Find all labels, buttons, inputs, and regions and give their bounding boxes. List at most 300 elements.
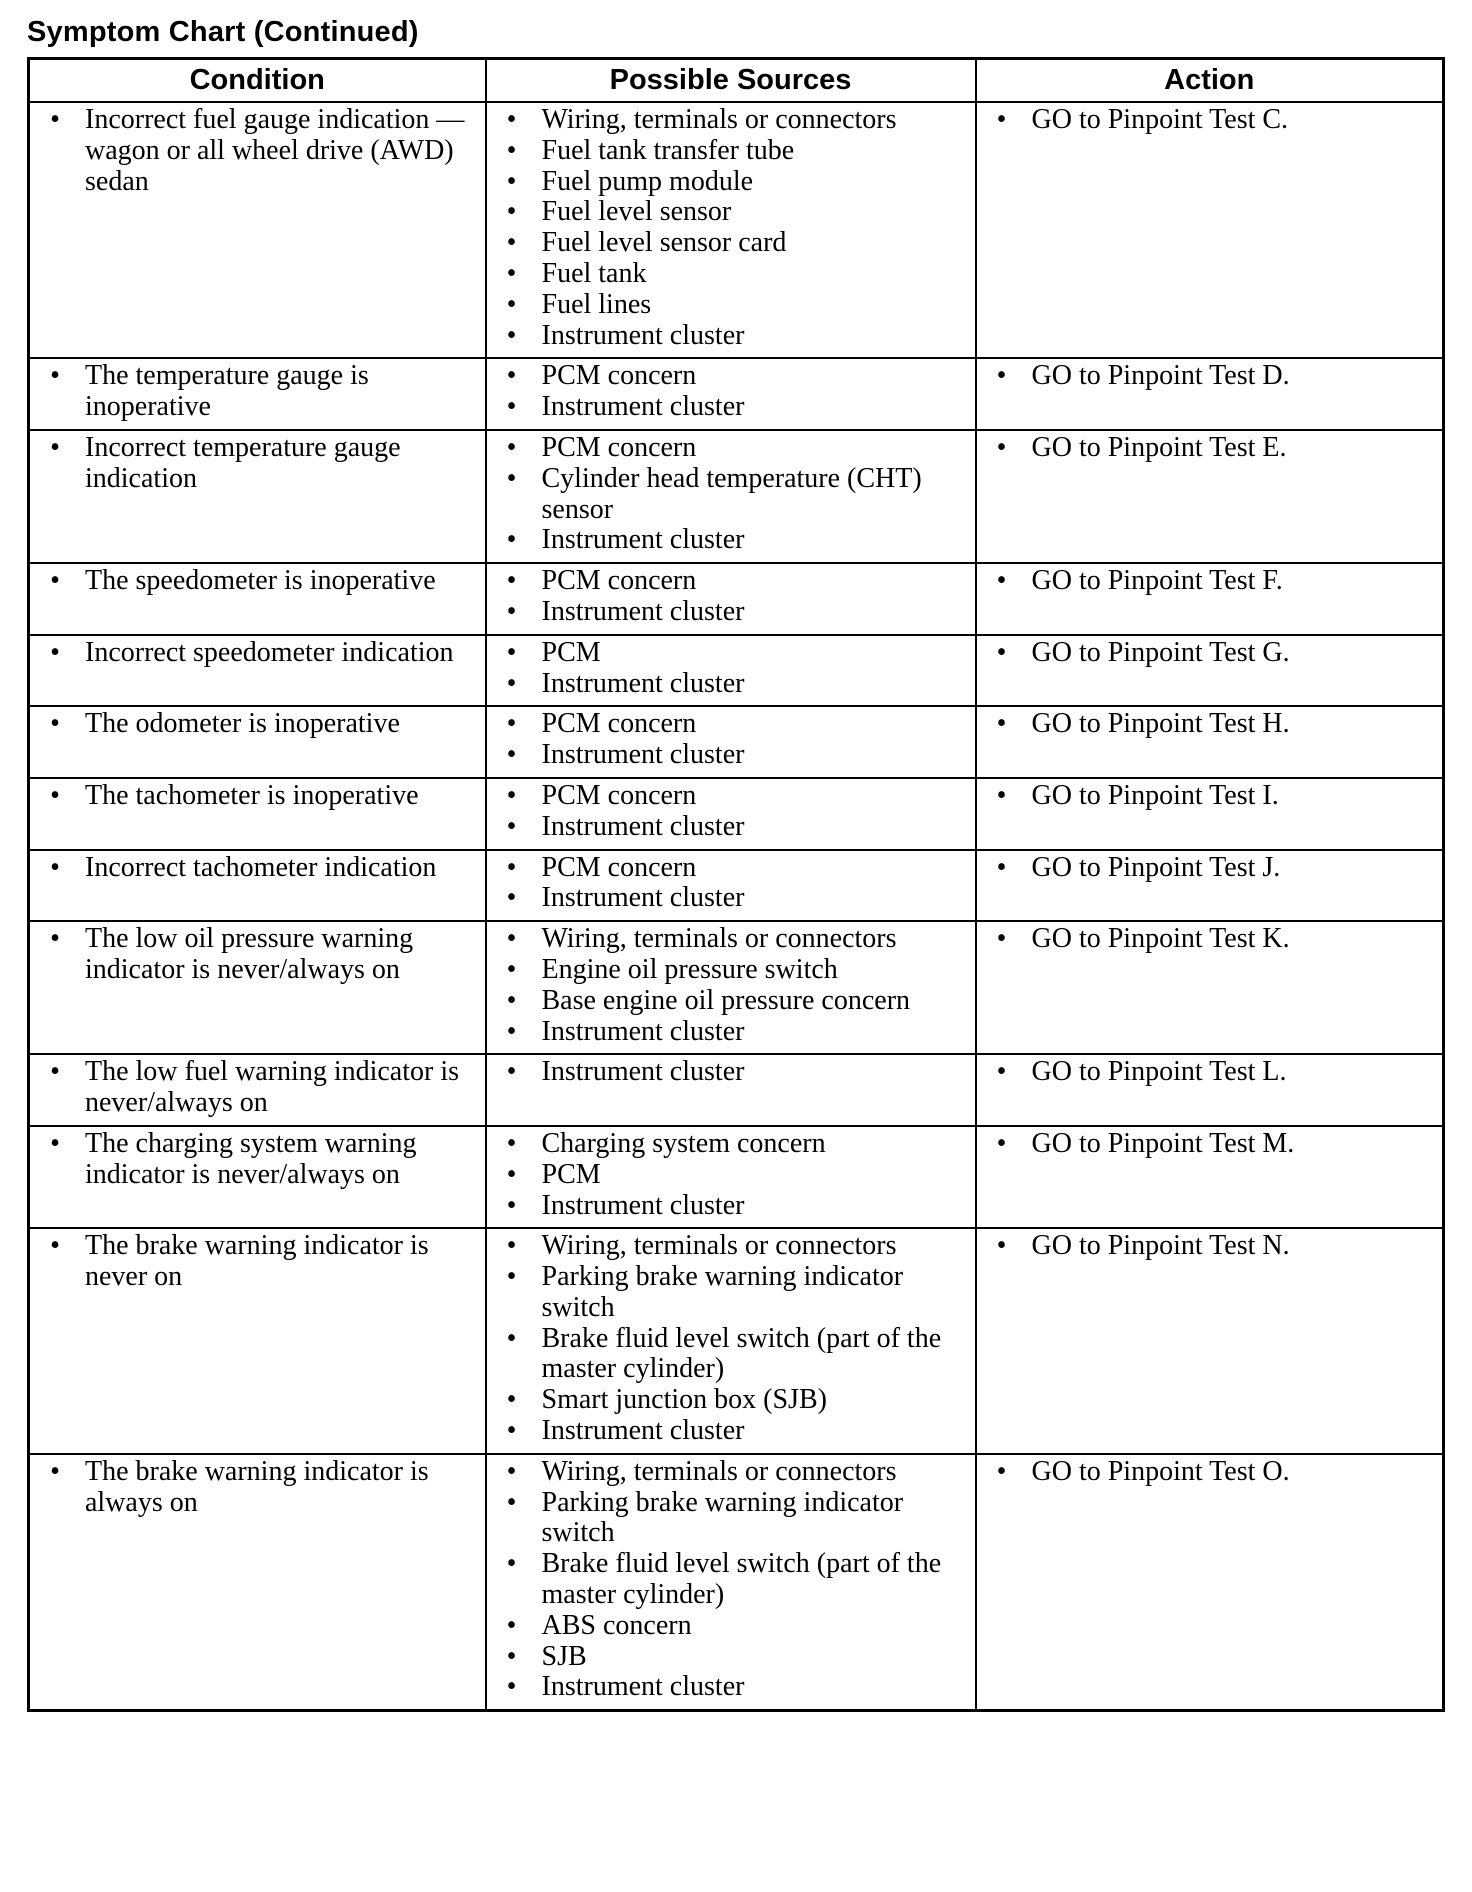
bullet-icon: • <box>996 431 1007 463</box>
source-item <box>487 597 969 628</box>
possible-sources-cell <box>486 1126 976 1228</box>
condition-item <box>30 853 479 884</box>
source-item <box>487 392 969 423</box>
bullet-icon: • <box>506 1455 517 1487</box>
source-item <box>487 883 969 914</box>
source-item <box>487 433 969 464</box>
condition-cell <box>29 1054 486 1126</box>
possible-sources-cell <box>486 1454 976 1711</box>
bullet-list <box>487 1057 969 1088</box>
item-text: Wiring, terminals or connectors <box>541 1455 897 1487</box>
table-row <box>29 430 1444 563</box>
item-text: SJB <box>541 1640 587 1672</box>
condition-cell <box>29 358 486 430</box>
condition-item <box>30 924 479 986</box>
bullet-list <box>977 1457 1437 1488</box>
bullet-icon: • <box>506 636 517 668</box>
bullet-icon: • <box>506 288 517 320</box>
source-item <box>487 1057 969 1088</box>
source-item <box>487 167 969 198</box>
bullet-list <box>30 709 479 740</box>
bullet-icon: • <box>506 1158 517 1190</box>
item-text: Instrument cluster <box>541 595 745 627</box>
bullet-icon: • <box>506 708 517 740</box>
bullet-list <box>487 1231 969 1447</box>
item-text: GO to Pinpoint Test O. <box>1031 1455 1290 1487</box>
item-text: Incorrect speedometer indication <box>85 636 454 668</box>
condition-cell <box>29 778 486 850</box>
item-text: The charging system warning indicator is never/always on <box>85 1127 417 1190</box>
source-item <box>487 669 969 700</box>
item-text: PCM concern <box>541 779 697 811</box>
bullet-icon: • <box>506 1640 517 1672</box>
item-text: GO to Pinpoint Test C. <box>1031 104 1289 135</box>
source-item <box>487 1642 969 1673</box>
item-text: GO to Pinpoint Test N. <box>1031 1230 1290 1262</box>
item-text: The tachometer is inoperative <box>85 779 419 811</box>
bullet-icon: • <box>506 1384 517 1416</box>
bullet-icon: • <box>50 1230 60 1262</box>
source-item <box>487 955 969 986</box>
action-cell <box>976 563 1444 635</box>
bullet-icon: • <box>506 462 517 494</box>
condition-item <box>30 781 479 812</box>
action-cell <box>976 102 1444 358</box>
bullet-list <box>30 1457 479 1519</box>
bullet-list <box>977 1129 1437 1160</box>
source-item <box>487 105 969 136</box>
table-row <box>29 1054 1444 1126</box>
bullet-icon: • <box>506 227 517 259</box>
possible-sources-cell <box>486 921 976 1054</box>
bullet-list <box>487 1457 969 1703</box>
bullet-list <box>30 1129 479 1191</box>
table-body <box>29 102 1444 1711</box>
item-text: ABS concern <box>541 1609 692 1641</box>
bullet-list <box>977 1231 1437 1262</box>
bullet-icon: • <box>506 923 517 955</box>
item-text: Instrument cluster <box>541 1671 745 1703</box>
bullet-icon: • <box>996 636 1007 668</box>
source-item <box>487 566 969 597</box>
bullet-icon: • <box>506 431 517 463</box>
source-item <box>487 812 969 843</box>
bullet-icon: • <box>506 196 517 228</box>
item-text: Smart junction box (SJB) <box>541 1384 827 1416</box>
source-item <box>487 259 969 290</box>
bullet-list <box>30 853 479 884</box>
possible-sources-cell <box>486 635 976 707</box>
source-item <box>487 638 969 669</box>
condition-cell <box>29 706 486 778</box>
bullet-icon: • <box>506 319 517 351</box>
source-item <box>487 1017 969 1048</box>
condition-item <box>30 105 479 197</box>
item-text: PCM <box>541 636 601 668</box>
action-item <box>977 361 1437 392</box>
table-row <box>29 563 1444 635</box>
item-text: Brake fluid level switch (part of the master cylinder) <box>541 1322 942 1385</box>
bullet-icon: • <box>506 1230 517 1262</box>
table-row <box>29 1228 1444 1454</box>
bullet-icon: • <box>50 1127 60 1159</box>
bullet-icon: • <box>506 165 517 197</box>
item-text: Wiring, terminals or connectors <box>541 1230 897 1262</box>
item-text: Instrument cluster <box>541 391 745 423</box>
condition-cell <box>29 102 486 358</box>
item-text: The brake warning indicator is always on <box>85 1455 429 1518</box>
condition-cell <box>29 1454 486 1711</box>
bullet-icon: • <box>506 1189 517 1221</box>
item-text: Incorrect temperature gauge indication <box>85 431 401 494</box>
possible-sources-cell <box>486 563 976 635</box>
page-title: Symptom Chart (Continued) <box>27 16 419 48</box>
condition-item <box>30 709 479 740</box>
bullet-icon: • <box>50 1455 60 1487</box>
bullet-icon: • <box>506 257 517 289</box>
bullet-icon: • <box>506 360 517 392</box>
item-text: The temperature gauge is inoperative <box>85 360 369 423</box>
bullet-icon: • <box>996 1127 1007 1159</box>
condition-item <box>30 361 479 423</box>
bullet-list <box>487 1129 969 1221</box>
bullet-icon: • <box>506 1261 517 1293</box>
item-text: Instrument cluster <box>541 319 745 351</box>
table-row <box>29 778 1444 850</box>
bullet-icon: • <box>996 104 1007 135</box>
bullet-icon: • <box>996 923 1007 955</box>
item-text: Instrument cluster <box>541 1415 745 1447</box>
action-item <box>977 709 1437 740</box>
condition-cell <box>29 1228 486 1454</box>
source-item <box>487 1549 969 1611</box>
item-text: GO to Pinpoint Test J. <box>1031 851 1281 883</box>
item-text: PCM concern <box>541 851 697 883</box>
action-item <box>977 105 1437 136</box>
source-item <box>487 1611 969 1642</box>
bullet-icon: • <box>506 779 517 811</box>
condition-cell <box>29 921 486 1054</box>
bullet-list <box>977 853 1437 884</box>
action-item <box>977 433 1437 464</box>
condition-cell <box>29 1126 486 1228</box>
action-cell <box>976 850 1444 922</box>
item-text: Parking brake warning indicator switch <box>541 1486 904 1549</box>
item-text: Instrument cluster <box>541 882 745 914</box>
source-item <box>487 1457 969 1488</box>
item-text: Fuel level sensor card <box>541 227 787 259</box>
bullet-icon: • <box>506 595 517 627</box>
bullet-list <box>487 924 969 1047</box>
action-item <box>977 781 1437 812</box>
bullet-icon: • <box>996 360 1007 392</box>
bullet-icon: • <box>996 1455 1007 1487</box>
bullet-icon: • <box>506 524 517 556</box>
table-row <box>29 358 1444 430</box>
action-cell <box>976 1228 1444 1454</box>
bullet-list <box>487 709 969 771</box>
source-item <box>487 740 969 771</box>
item-text: Cylinder head temperature (CHT) sensor <box>541 462 922 525</box>
bullet-list <box>487 853 969 915</box>
bullet-list <box>30 105 479 197</box>
bullet-list <box>487 433 969 556</box>
bullet-icon: • <box>996 851 1007 883</box>
source-item <box>487 136 969 167</box>
possible-sources-cell <box>486 850 976 922</box>
source-item <box>487 1231 969 1262</box>
item-text: GO to Pinpoint Test D. <box>1031 360 1290 392</box>
bullet-icon: • <box>506 739 517 771</box>
bullet-icon: • <box>506 1548 517 1580</box>
bullet-icon: • <box>50 565 60 597</box>
source-item <box>487 228 969 259</box>
condition-item <box>30 1457 479 1519</box>
item-text: The low oil pressure warning indicator is never/always on <box>85 923 414 985</box>
possible-sources-cell <box>486 706 976 778</box>
table-row <box>29 850 1444 922</box>
condition-item <box>30 1231 479 1293</box>
item-text: Base engine oil pressure concern <box>541 984 911 1016</box>
bullet-icon: • <box>506 134 517 166</box>
column-header-action: Action <box>976 59 1444 103</box>
action-cell <box>976 430 1444 563</box>
item-text: PCM concern <box>541 360 697 392</box>
action-cell <box>976 1126 1444 1228</box>
source-item <box>487 290 969 321</box>
action-item <box>977 566 1437 597</box>
possible-sources-cell <box>486 102 976 358</box>
bullet-list <box>30 1231 479 1293</box>
item-text: GO to Pinpoint Test M. <box>1031 1127 1295 1159</box>
item-text: GO to Pinpoint Test I. <box>1031 779 1279 811</box>
item-text: GO to Pinpoint Test K. <box>1031 923 1290 955</box>
bullet-icon: • <box>50 851 60 883</box>
bullet-icon: • <box>506 667 517 699</box>
bullet-icon: • <box>506 1609 517 1641</box>
bullet-list <box>30 1057 479 1119</box>
source-item <box>487 1191 969 1222</box>
bullet-list <box>977 638 1437 669</box>
bullet-icon: • <box>506 1015 517 1047</box>
source-item <box>487 1324 969 1386</box>
item-text: Instrument cluster <box>541 1056 745 1088</box>
item-text: Fuel tank transfer tube <box>541 134 795 166</box>
bullet-icon: • <box>506 953 517 985</box>
item-text: PCM concern <box>541 431 697 463</box>
source-item <box>487 464 969 526</box>
item-text: Wiring, terminals or connectors <box>541 923 897 955</box>
condition-cell <box>29 635 486 707</box>
action-item <box>977 1129 1437 1160</box>
bullet-list <box>977 709 1437 740</box>
item-text: Charging system concern <box>541 1127 826 1159</box>
action-item <box>977 1457 1437 1488</box>
source-item <box>487 986 969 1017</box>
item-text: GO to Pinpoint Test H. <box>1031 708 1290 740</box>
bullet-list <box>30 361 479 423</box>
bullet-icon: • <box>506 810 517 842</box>
source-item <box>487 1672 969 1703</box>
condition-item <box>30 433 479 495</box>
item-text: Parking brake warning indicator switch <box>541 1261 904 1323</box>
bullet-icon: • <box>50 431 60 463</box>
column-header-possible-sources: Possible Sources <box>486 59 976 103</box>
bullet-icon: • <box>506 1056 517 1088</box>
item-text: GO to Pinpoint Test E. <box>1031 431 1287 463</box>
item-text: Instrument cluster <box>541 810 745 842</box>
action-cell <box>976 778 1444 850</box>
bullet-list <box>30 924 479 986</box>
action-cell <box>976 1054 1444 1126</box>
source-item <box>487 1262 969 1324</box>
action-item <box>977 1231 1437 1262</box>
source-item <box>487 1488 969 1550</box>
source-item <box>487 525 969 556</box>
bullet-icon: • <box>50 104 60 135</box>
bullet-list <box>977 361 1437 392</box>
bullet-icon: • <box>996 779 1007 811</box>
bullet-icon: • <box>506 391 517 423</box>
condition-cell <box>29 850 486 922</box>
condition-item <box>30 1129 479 1191</box>
possible-sources-cell <box>486 1228 976 1454</box>
item-text: GO to Pinpoint Test G. <box>1031 636 1290 668</box>
bullet-icon: • <box>506 1322 517 1354</box>
bullet-list <box>487 361 969 423</box>
table-row <box>29 706 1444 778</box>
item-text: Instrument cluster <box>541 1189 745 1221</box>
bullet-list <box>30 781 479 812</box>
condition-item <box>30 566 479 597</box>
source-item <box>487 1385 969 1416</box>
item-text: Instrument cluster <box>541 739 745 771</box>
table-header-row <box>29 59 1444 103</box>
item-text: PCM concern <box>541 708 697 740</box>
source-item <box>487 321 969 352</box>
item-text: Instrument cluster <box>541 1015 745 1047</box>
bullet-icon: • <box>996 565 1007 597</box>
item-text: Incorrect fuel gauge indication — wagon or all wheel drive (AWD) sedan <box>85 104 465 197</box>
bullet-list <box>30 638 479 669</box>
action-cell <box>976 921 1444 1054</box>
bullet-icon: • <box>506 882 517 914</box>
condition-cell <box>29 430 486 563</box>
source-item <box>487 924 969 955</box>
bullet-list <box>487 781 969 843</box>
action-cell <box>976 635 1444 707</box>
condition-item <box>30 638 479 669</box>
item-text: Instrument cluster <box>541 524 745 556</box>
bullet-icon: • <box>50 360 60 392</box>
bullet-icon: • <box>996 708 1007 740</box>
action-item <box>977 924 1437 955</box>
item-text: The brake warning indicator is never on <box>85 1230 429 1293</box>
item-text: GO to Pinpoint Test F. <box>1031 565 1283 597</box>
bullet-list <box>487 105 969 351</box>
bullet-list <box>487 638 969 700</box>
table-row <box>29 102 1444 358</box>
item-text: PCM concern <box>541 565 697 597</box>
bullet-list <box>977 433 1437 464</box>
table-row <box>29 1126 1444 1228</box>
item-text: Engine oil pressure switch <box>541 953 838 985</box>
item-text: Brake fluid level switch (part of the master cylinder) <box>541 1548 942 1611</box>
source-item <box>487 1416 969 1447</box>
item-text: Fuel level sensor <box>541 196 732 228</box>
bullet-icon: • <box>50 636 60 668</box>
bullet-icon: • <box>506 1127 517 1159</box>
source-item <box>487 1129 969 1160</box>
bullet-icon: • <box>506 1415 517 1447</box>
source-item <box>487 853 969 884</box>
source-item <box>487 781 969 812</box>
bullet-list <box>30 433 479 495</box>
item-text: The speedometer is inoperative <box>85 565 436 597</box>
bullet-list <box>977 924 1437 955</box>
source-item <box>487 1160 969 1191</box>
bullet-list <box>30 566 479 597</box>
condition-cell <box>29 563 486 635</box>
item-text: Instrument cluster <box>541 667 745 699</box>
action-item <box>977 853 1437 884</box>
bullet-icon: • <box>50 779 60 811</box>
action-cell <box>976 706 1444 778</box>
possible-sources-cell <box>486 430 976 563</box>
item-text: PCM <box>541 1158 601 1190</box>
bullet-icon: • <box>506 851 517 883</box>
table-row <box>29 635 1444 707</box>
possible-sources-cell <box>486 358 976 430</box>
action-cell <box>976 1454 1444 1711</box>
bullet-icon: • <box>506 1671 517 1703</box>
bullet-list <box>977 1057 1437 1088</box>
bullet-icon: • <box>996 1230 1007 1262</box>
bullet-icon: • <box>506 104 517 135</box>
source-item <box>487 361 969 392</box>
item-text: Fuel pump module <box>541 165 754 197</box>
bullet-icon: • <box>996 1056 1007 1088</box>
action-item <box>977 638 1437 669</box>
action-item <box>977 1057 1437 1088</box>
possible-sources-cell <box>486 778 976 850</box>
source-item <box>487 197 969 228</box>
bullet-icon: • <box>50 708 60 740</box>
item-text: Incorrect tachometer indication <box>85 851 437 883</box>
bullet-icon: • <box>50 923 60 955</box>
bullet-icon: • <box>506 565 517 597</box>
bullet-icon: • <box>506 984 517 1016</box>
table-row <box>29 1454 1444 1711</box>
bullet-list <box>977 781 1437 812</box>
symptom-chart-table <box>27 57 1445 1712</box>
bullet-icon: • <box>506 1486 517 1518</box>
item-text: The odometer is inoperative <box>85 708 400 740</box>
bullet-list <box>977 105 1437 136</box>
condition-item <box>30 1057 479 1119</box>
bullet-list <box>487 566 969 628</box>
item-text: Fuel tank <box>541 257 647 289</box>
action-cell <box>976 358 1444 430</box>
bullet-icon: • <box>50 1056 60 1088</box>
source-item <box>487 709 969 740</box>
possible-sources-cell <box>486 1054 976 1126</box>
column-header-condition: Condition <box>29 59 486 103</box>
bullet-list <box>977 566 1437 597</box>
item-text: Wiring, terminals or connectors <box>541 104 897 135</box>
item-text: Fuel lines <box>541 288 652 320</box>
item-text: GO to Pinpoint Test L. <box>1031 1056 1287 1088</box>
